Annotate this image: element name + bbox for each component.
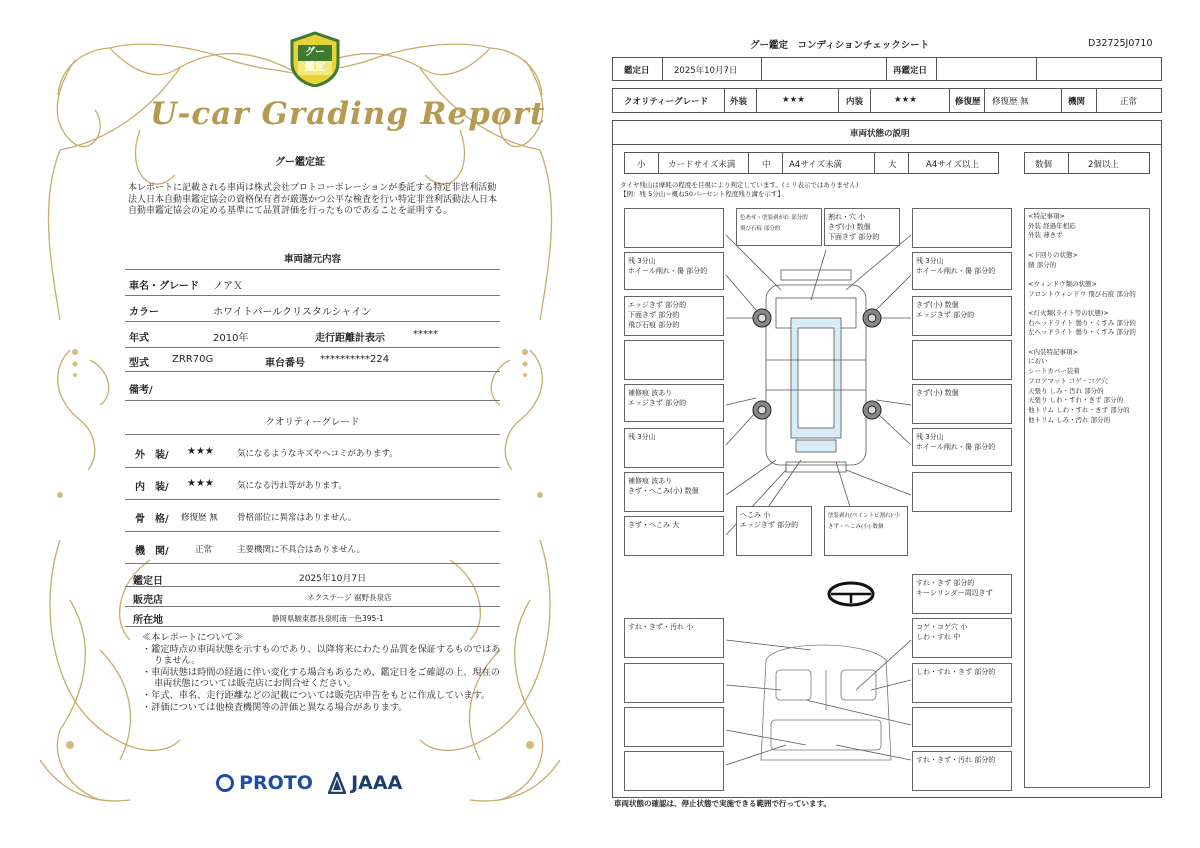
date-value: 2025年10月7日 <box>674 66 738 76</box>
size-small: 小 <box>637 160 646 170</box>
note-box <box>624 384 724 422</box>
note-box <box>912 663 1012 703</box>
proto-mark-icon <box>216 774 234 792</box>
note-int-right-2: しわ・すれ・きず 部分的 <box>916 668 996 676</box>
note-item: ・評価については他検査機関等の評価と異なる場合があります。 <box>142 701 408 713</box>
repair-label: 修復歴 <box>955 97 981 107</box>
note-box <box>912 340 1012 380</box>
note-item: ・年式、車名、走行距離などの記載については販売店申告をもとに作成しています。 <box>142 689 491 701</box>
info-row-store <box>125 587 500 607</box>
divider <box>125 269 500 270</box>
condition-check-sheet <box>606 0 1200 848</box>
note-box <box>912 208 1012 248</box>
spec-row-model <box>125 348 500 372</box>
date-label: 鑑定日 <box>133 576 163 587</box>
cert-statement: 本レポートに記載される車両は株式会社プロトコーポレーションが委託する特定非営利活動法人日本自動車鑑定協会の資格保有者が厳選かつ公平な検査を行い特定非営利活動法人日本自動車鑑定協会の定める基準にて品質評価を行ったものであることを証明する。 <box>128 183 498 216</box>
grade-desc: 気になるようなキズやヘコミがあります。 <box>237 449 398 459</box>
note-int-left-1: すれ・きず・汚れ 小 <box>628 623 694 631</box>
note-left-1: 残 3分山 ホイール削れ・傷 部分的 <box>628 257 708 275</box>
grade-row-frame <box>125 500 500 532</box>
jaaa-logo <box>328 772 402 794</box>
engine-value: 正常 <box>1120 97 1138 107</box>
note-box <box>824 506 908 556</box>
note-box <box>912 384 1012 424</box>
note-box <box>624 472 724 512</box>
notes-title: ≪本レポートについて≫ <box>142 632 243 643</box>
special-line: <灯火類(ライト等の状態)> <box>1028 308 1109 317</box>
grade-desc: 主要機関に不具合はありません。 <box>237 545 366 555</box>
note-right-5: 残 3分山 ホイール削れ・傷 部分的 <box>916 433 996 451</box>
note-left-5: 残 3分山 <box>628 433 656 441</box>
note-box <box>624 516 724 556</box>
note-left-6: 補修痕 波あり きず・へこみ(小) 数個 <box>628 477 699 495</box>
size-mid: 中 <box>762 160 771 170</box>
note-box <box>912 472 1012 512</box>
note-left-2: エッジきず 部分的 下面きず 部分的 飛び石痕 部分的 <box>628 301 687 329</box>
jaaa-mark-icon <box>328 772 346 794</box>
grade-value: ★★★ <box>187 446 214 457</box>
spec-row-name <box>125 271 500 296</box>
color-value: ホワイトパールクリスタルシャイン <box>213 307 372 318</box>
note-right-4: きず(小) 数個 <box>916 389 959 397</box>
note-int-right-1: コゲ・コゲ穴 小 しわ・すれ 中 <box>916 623 968 641</box>
spec-row-remarks <box>125 372 500 401</box>
info-row-date <box>125 568 500 587</box>
store-value: ネクステージ 裾野長泉店 <box>307 593 392 602</box>
special-line: <下回りの状態> <box>1028 250 1078 259</box>
special-line: フロントウィンドウ 飛び石痕 部分的 <box>1028 289 1136 298</box>
note-bottom-1: へこみ 小 エッジきず 部分的 <box>740 511 799 529</box>
address-label: 所在地 <box>133 615 163 626</box>
reinspect-label: 再鑑定日 <box>893 66 928 76</box>
note-box <box>912 707 1012 747</box>
note-box <box>824 208 900 246</box>
note-box <box>912 296 1012 336</box>
special-line <box>1028 270 1146 280</box>
special-line: 外装 経過年相応 <box>1028 221 1076 230</box>
special-line <box>1028 241 1146 251</box>
note-box <box>912 428 1012 466</box>
note-box <box>624 707 724 747</box>
chassis-label: 車台番号 <box>265 358 305 369</box>
note-box <box>624 618 724 658</box>
chassis-value: **********224 <box>320 354 390 365</box>
note-box <box>912 751 1012 791</box>
sheet-footer: 車両状態の確認は、停止状態で実施できる範囲で行っています。 <box>614 799 831 808</box>
grade-label: 骨 格/ <box>135 514 169 525</box>
spec-title: 車両諸元内容 <box>283 254 341 265</box>
count-label: 数個 <box>1035 160 1053 170</box>
year-label: 年式 <box>129 333 149 344</box>
note-top-left: 色あせ・塗装剥がれ 部分的 飛び石痕 部分的 <box>740 215 808 232</box>
special-line: 天張り しみ・汚れ 部分的 <box>1028 386 1104 395</box>
note-box <box>912 618 1012 658</box>
grade-row-interior <box>125 468 500 500</box>
special-notes <box>1024 208 1150 788</box>
note-box <box>624 751 724 791</box>
special-line: <特記事項> <box>1028 212 1065 220</box>
size-large-desc: A4サイズ以上 <box>926 160 980 170</box>
explain-title: 車両状態の説明 <box>850 129 910 139</box>
spec-row-year <box>125 322 500 348</box>
tire-example: 【例：残 5分山＝概ね50パーセント程度残り溝を示す】 <box>620 190 784 198</box>
color-label: カラー <box>129 307 159 318</box>
special-line <box>1028 338 1146 348</box>
quality-label: クオリティーグレード <box>624 97 709 107</box>
model-label: 型式 <box>129 358 149 369</box>
doc-id: D32725J0710 <box>1088 38 1153 49</box>
note-box <box>736 208 822 246</box>
special-line: 右ヘッドライト 曇り・くすみ 部分的 <box>1028 318 1136 327</box>
note-bottom-2: 塗装剥れ(ペイントビ割れ) 小 きず・へこみ(小) 数個 <box>828 513 901 530</box>
report-title: U-car Grading Report <box>150 96 546 132</box>
note-int-right-4: すれ・きず・汚れ 部分的 <box>916 756 996 764</box>
special-line <box>1028 299 1146 309</box>
engine-label: 機関 <box>1068 97 1086 107</box>
special-line: 他トリム しみ・汚れ 部分的 <box>1028 415 1111 424</box>
spec-row-color <box>125 296 500 322</box>
grade-value: 正常 <box>195 545 213 555</box>
grade-row-engine <box>125 532 500 564</box>
logo-text: グー 鑑定 <box>305 47 325 73</box>
date-value: 2025年10月7日 <box>299 574 367 584</box>
steering-wheel-icon <box>829 583 873 605</box>
repair-value: 修復歴 無 <box>992 97 1029 107</box>
grade-desc: 骨格部位に異常はありません。 <box>237 513 357 523</box>
grade-value: ★★★ <box>187 478 214 489</box>
ext-value: ★★★ <box>782 95 805 105</box>
address-value: 静岡県駿東郡長泉町南一色395-1 <box>272 614 384 623</box>
grade-label: 外 装/ <box>135 450 169 461</box>
proto-logo-text: PROTO <box>239 772 313 794</box>
quality-title: クオリティーグレード <box>265 417 360 428</box>
grade-desc: 気になる汚れ等があります。 <box>237 481 347 491</box>
model-value: ZRR70G <box>172 354 214 365</box>
special-line: 左ヘッドライト 曇り・くすみ 部分的 <box>1028 328 1136 337</box>
note-box <box>912 252 1012 290</box>
note-steering: すれ・きず 部分的 キーシリンダー周辺きず <box>916 579 993 597</box>
special-line: 外装 薄きず <box>1028 231 1063 240</box>
jaaa-logo-text: JAAA <box>351 772 403 794</box>
special-line: シートカバー装着 <box>1028 367 1080 376</box>
note-left-7: きず・へこみ 大 <box>628 521 680 529</box>
date-label: 鑑定日 <box>624 66 650 76</box>
proto-logo <box>216 772 313 794</box>
size-large: 大 <box>888 160 897 170</box>
int-value: ★★★ <box>894 95 917 105</box>
grade-value: 修復歴 無 <box>181 513 218 523</box>
special-line: 他トリム しわ・すれ・きず 部分的 <box>1028 406 1130 414</box>
year-value: 2010年 <box>213 333 249 344</box>
size-small-desc: カードサイズ未満 <box>668 160 736 170</box>
special-line: <ウィンドウ類の状態> <box>1028 279 1098 288</box>
int-label: 内装 <box>846 97 864 107</box>
ext-label: 外装 <box>730 97 748 107</box>
grade-row-exterior <box>125 436 500 468</box>
note-left-4: 補修痕 波あり エッジきず 部分的 <box>628 389 687 407</box>
note-top-right: 割れ・穴 小 きず(小) 数個 下面きず 部分的 <box>828 213 880 241</box>
note-item: ・車両状態は時間の経過に伴い変化する場合もあるため、鑑定日をご確認の上、現在の車両状態については販売店にお問合せください。 <box>142 666 500 690</box>
goo-kantei-logo <box>288 31 342 87</box>
cert-title: グー鑑定証 <box>275 157 325 168</box>
remarks-label: 備考/ <box>129 385 153 396</box>
note-box <box>736 506 812 556</box>
info-row-address <box>125 607 500 627</box>
name-label: 車名・グレード <box>129 281 199 292</box>
note-box <box>624 428 724 468</box>
note-box <box>624 340 724 380</box>
note-box <box>912 574 1012 614</box>
note-box <box>624 252 724 290</box>
mileage-value: ***** <box>413 329 438 340</box>
special-line: におい <box>1028 357 1048 366</box>
note-right-2: きず(小) 数個 エッジきず 部分的 <box>916 301 975 319</box>
divider <box>125 434 500 435</box>
grade-label: 機 関/ <box>135 546 169 557</box>
special-line: 天張り しわ・すれ・きず 部分的 <box>1028 396 1124 405</box>
count-desc: 2個以上 <box>1088 160 1119 170</box>
mileage-label: 走行距離計表示 <box>315 333 385 344</box>
name-value: ノアＸ <box>213 281 243 292</box>
special-line: フロアマット コゲ・コゲ穴 <box>1028 376 1108 385</box>
note-box <box>624 296 724 336</box>
size-mid-desc: A4サイズ未満 <box>789 160 843 170</box>
special-line: 錆 部分的 <box>1028 260 1057 269</box>
grade-label: 内 装/ <box>135 482 169 493</box>
report-notes <box>142 632 502 713</box>
store-label: 販売店 <box>133 595 163 606</box>
note-box <box>624 208 724 248</box>
note-item: ・鑑定時点の車両状態を示すものであり、以降将来にわたり品質を保証するものではありません。 <box>142 643 501 667</box>
note-right-1: 残 3分山 ホイール削れ・傷 部分的 <box>916 257 996 275</box>
note-box <box>624 663 724 703</box>
tire-note: タイヤ残山は摩耗の程度を目視により判定しています。(ミリ表示ではありません) <box>620 181 859 189</box>
sheet-title: グー鑑定 コンディションチェックシート <box>750 40 930 51</box>
special-line: <内装特記事項> <box>1028 347 1078 356</box>
